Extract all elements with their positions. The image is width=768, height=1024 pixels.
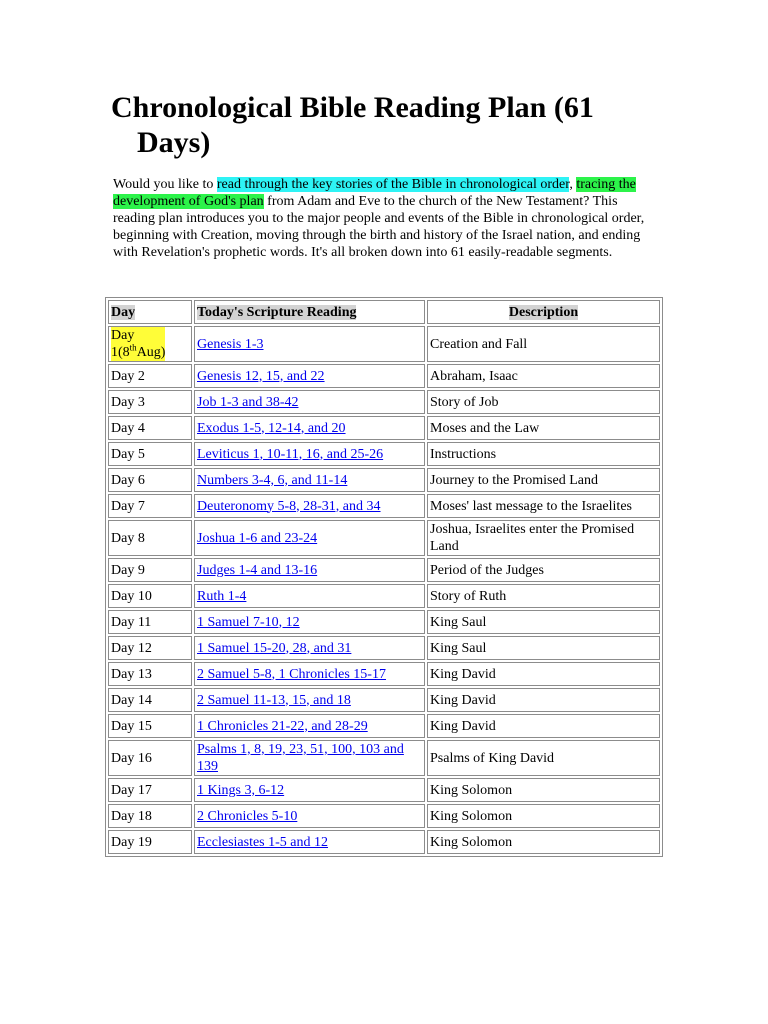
description-cell: Story of Job (427, 390, 660, 414)
description-cell: Moses' last message to the Israelites (427, 494, 660, 518)
table-row (108, 688, 660, 712)
scripture-link[interactable]: Deuteronomy 5-8, 28-31, and 34 (197, 498, 381, 514)
first-day-highlight: Day 1(8thAug) (111, 328, 166, 360)
day-cell: Day 7 (108, 494, 192, 518)
intro-highlight-green: tracing the development of God's plan (113, 177, 636, 209)
description-cell: King Saul (427, 636, 660, 660)
intro-post: from Adam and Eve to the church of the New Testament? This reading plan introduces you to the major people and events of the Bible in chronological order, beginning with Creation, moving through the birth and history of the Israel nation, and ending with Revelation's prophetic words. It's all broken down into 61 easily-readable segments. (113, 194, 645, 260)
intro-highlight-cyan: read through the key stories of the Bible in chronological order (216, 177, 570, 192)
day-cell: Day 12 (108, 636, 192, 660)
scripture-link[interactable]: Numbers 3-4, 6, and 11-14 (197, 472, 348, 488)
scripture-link[interactable]: Joshua 1-6 and 23-24 (197, 530, 318, 546)
day-cell: Day 5 (108, 442, 192, 466)
reading-cell (194, 468, 425, 492)
description-cell: King Saul (427, 610, 660, 634)
reading-cell (194, 778, 425, 802)
header-description: Description (427, 300, 660, 324)
scripture-link[interactable]: 1 Kings 3, 6-12 (197, 782, 285, 798)
scripture-link[interactable]: 1 Samuel 15-20, 28, and 31 (197, 640, 352, 656)
description-cell: Moses and the Law (427, 416, 660, 440)
description-cell: Abraham, Isaac (427, 364, 660, 388)
reading-cell (194, 830, 425, 854)
day-cell: Day 2 (108, 364, 192, 388)
table-row (108, 442, 660, 466)
reading-cell (194, 390, 425, 414)
scripture-link[interactable]: 2 Samuel 11-13, 15, and 18 (197, 692, 351, 708)
scripture-link[interactable]: 2 Chronicles 5-10 (197, 808, 298, 824)
table-row (108, 662, 660, 686)
day-cell: Day 16 (108, 740, 192, 776)
table-body (108, 326, 660, 854)
table-row (108, 364, 660, 388)
table-row (108, 326, 660, 362)
day-cell: Day 3 (108, 390, 192, 414)
reading-cell (194, 494, 425, 518)
description-cell: King Solomon (427, 804, 660, 828)
description-cell: King Solomon (427, 778, 660, 802)
reading-cell (194, 520, 425, 556)
description-cell: Joshua, Israelites enter the Promised Land (427, 520, 660, 556)
table-row (108, 468, 660, 492)
scripture-link[interactable]: Exodus 1-5, 12-14, and 20 (197, 420, 346, 436)
day-cell: Day 19 (108, 830, 192, 854)
intro-paragraph (113, 176, 653, 261)
scripture-link[interactable]: 2 Samuel 5-8, 1 Chronicles 15-17 (197, 666, 386, 682)
reading-cell (194, 804, 425, 828)
reading-cell (194, 584, 425, 608)
day-cell: Day 13 (108, 662, 192, 686)
reading-cell (194, 442, 425, 466)
day-cell: Day 14 (108, 688, 192, 712)
intro-pre: Would you like to (113, 177, 217, 192)
description-cell: Period of the Judges (427, 558, 660, 582)
scripture-link[interactable]: Judges 1-4 and 13-16 (197, 562, 318, 578)
reading-cell (194, 740, 425, 776)
reading-cell (194, 558, 425, 582)
reading-cell (194, 636, 425, 660)
table-row (108, 804, 660, 828)
reading-cell (194, 364, 425, 388)
reading-cell (194, 416, 425, 440)
day-cell: Day 15 (108, 714, 192, 738)
table-row (108, 558, 660, 582)
scripture-link[interactable]: Ruth 1-4 (197, 588, 247, 604)
reading-plan-table (105, 297, 663, 857)
table-row (108, 740, 660, 776)
scripture-link[interactable]: Ecclesiastes 1-5 and 12 (197, 834, 329, 850)
table-row (108, 584, 660, 608)
day-cell: Day 18 (108, 804, 192, 828)
description-cell: King David (427, 662, 660, 686)
description-cell: Instructions (427, 442, 660, 466)
description-cell: King Solomon (427, 830, 660, 854)
table-row (108, 520, 660, 556)
description-cell: Journey to the Promised Land (427, 468, 660, 492)
table-header-row (108, 300, 660, 324)
day-cell: Day 8 (108, 520, 192, 556)
day-cell: Day 10 (108, 584, 192, 608)
table-row (108, 636, 660, 660)
scripture-link[interactable]: Psalms 1, 8, 19, 23, 51, 100, 103 and 139 (197, 742, 404, 774)
page-title (113, 90, 633, 160)
scripture-link[interactable]: Genesis 1-3 (197, 336, 264, 352)
scripture-link[interactable]: 1 Samuel 7-10, 12 (197, 614, 300, 630)
scripture-link[interactable]: Leviticus 1, 10-11, 16, and 25-26 (197, 446, 384, 462)
day-cell (108, 326, 192, 362)
day-cell: Day 9 (108, 558, 192, 582)
header-reading: Today's Scripture Reading (194, 300, 425, 324)
scripture-link[interactable]: Genesis 12, 15, and 22 (197, 368, 325, 384)
table-row (108, 714, 660, 738)
table-row (108, 610, 660, 634)
day-cell: Day 17 (108, 778, 192, 802)
description-cell: Story of Ruth (427, 584, 660, 608)
day-cell: Day 6 (108, 468, 192, 492)
reading-cell (194, 662, 425, 686)
header-day: Day (108, 300, 192, 324)
scripture-link[interactable]: Job 1-3 and 38-42 (197, 394, 299, 410)
description-cell: King David (427, 714, 660, 738)
table-row (108, 390, 660, 414)
reading-cell (194, 714, 425, 738)
description-cell: King David (427, 688, 660, 712)
day-cell: Day 4 (108, 416, 192, 440)
table-row (108, 416, 660, 440)
scripture-link[interactable]: 1 Chronicles 21-22, and 28-29 (197, 718, 368, 734)
reading-cell (194, 688, 425, 712)
description-cell: Creation and Fall (427, 326, 660, 362)
page-title-line1: Chronological Bible Reading Plan (61 (111, 91, 594, 124)
reading-cell (194, 326, 425, 362)
day-cell: Day 11 (108, 610, 192, 634)
table-row (108, 494, 660, 518)
intro-mid: , (569, 177, 577, 192)
reading-cell (194, 610, 425, 634)
table-row (108, 830, 660, 854)
page-title-line2: Days) (137, 126, 211, 159)
table-row (108, 778, 660, 802)
description-cell: Psalms of King David (427, 740, 660, 776)
